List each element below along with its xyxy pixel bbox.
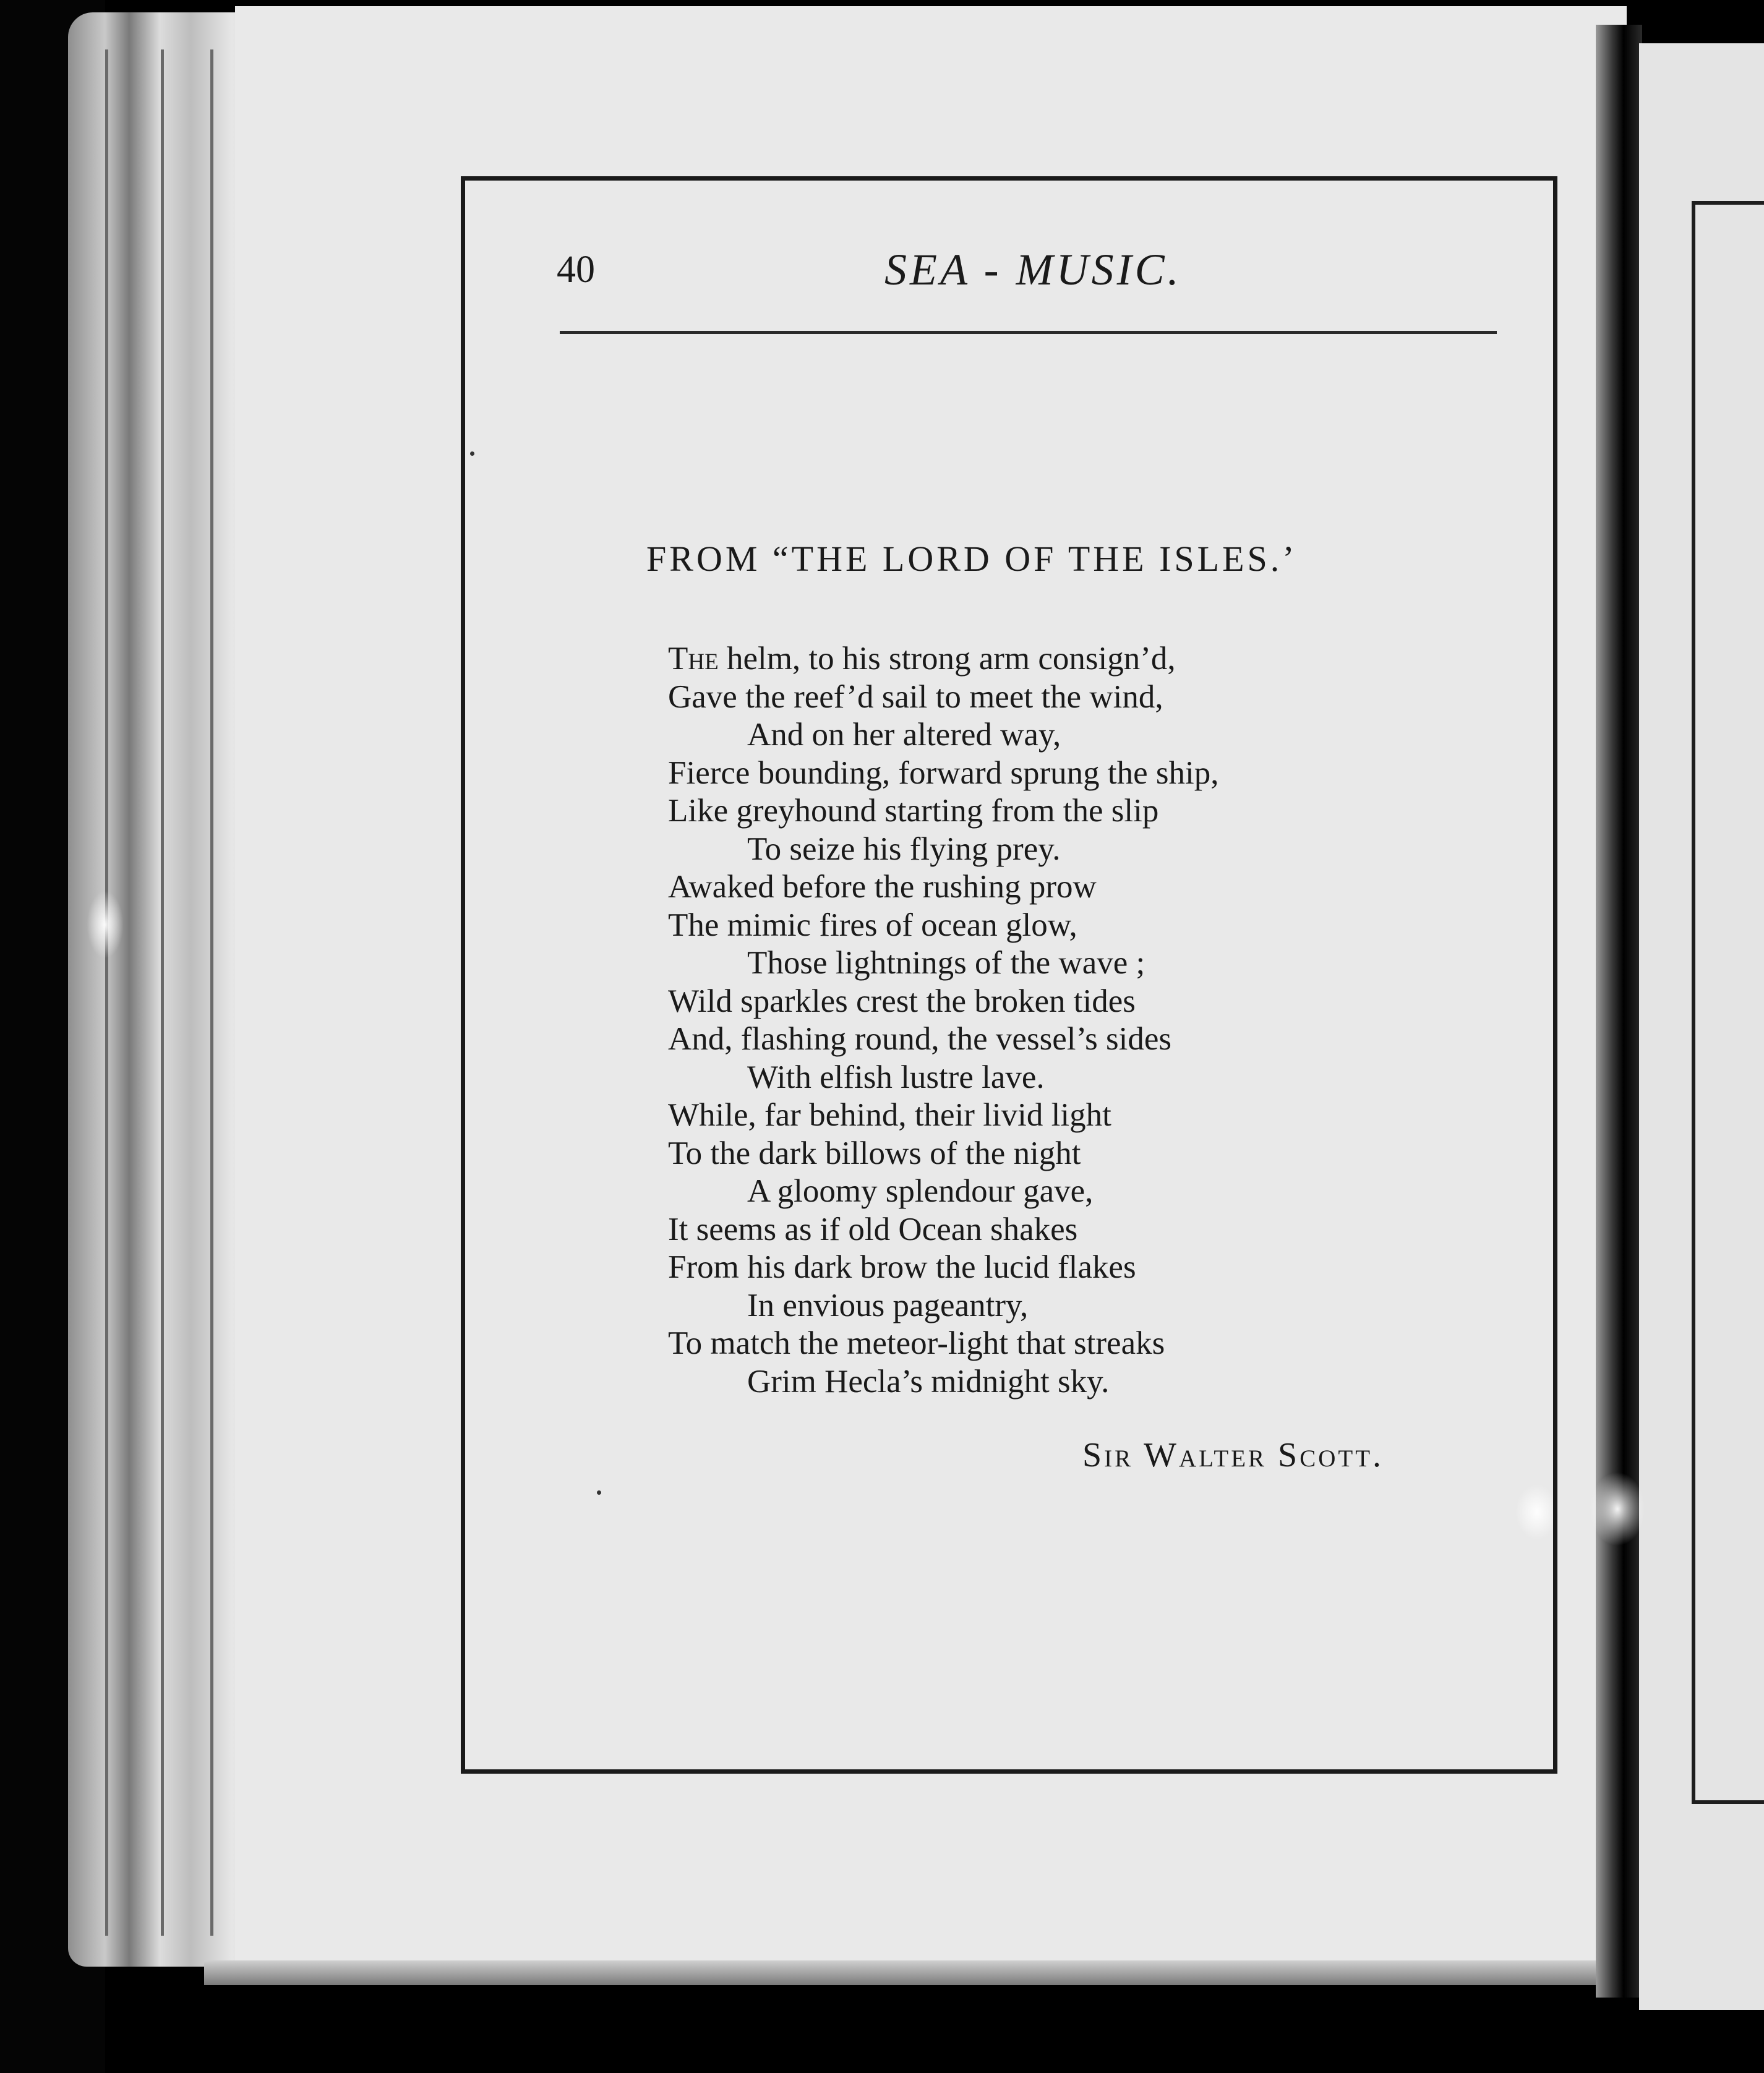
page-number: 40 [557,249,595,291]
running-head: SEA - MUSIC. [884,245,1182,294]
poem-line: The mimic fires of ocean glow, [668,907,1077,943]
poem-line: In envious pageantry, [747,1287,1029,1323]
poem-line: To match the meteor-light that streaks [668,1325,1165,1361]
poem-body [668,640,1484,1401]
page-edge-line [210,49,213,1936]
poem-line: To seize his flying prey. [747,831,1061,867]
poem-line: And on her altered way, [747,717,1061,753]
poem-line: Grim Hecla’s midnight sky. [747,1363,1110,1400]
facing-page-frame [1692,201,1764,1804]
poem-first-line-text: helm, to his strong arm consign’d, [718,641,1176,677]
poem-line: With elfish lustre lave. [747,1059,1045,1095]
print-speck [597,1490,601,1495]
poem-line: And, flashing round, the vessel’s sides [668,1021,1172,1057]
poem-line: To the dark billows of the night [668,1135,1081,1171]
poem-title: FROM “THE LORD OF THE ISLES.’ [646,539,1298,579]
poem-line: While, far behind, their livid light [668,1097,1111,1133]
poem-first-word: The [668,641,719,677]
page-bottom-shadow [204,1960,1602,1985]
poem-attribution: Sir Walter Scott. [1082,1436,1384,1474]
light-glare [87,891,124,959]
poem-line: A gloomy splendour gave, [747,1173,1094,1209]
poem-line: Gave the reef’d sail to meet the wind, [668,678,1163,715]
light-glare [1590,1472,1645,1546]
poem-line: From his dark brow the lucid flakes [668,1249,1136,1285]
page-edge-line [161,49,164,1936]
poem-line: Fierce bounding, forward sprung the ship, [668,754,1219,791]
poem-line: Awaked before the rushing prow [668,869,1097,905]
poem-line: It seems as if old Ocean shakes [668,1211,1078,1247]
header-rule [560,331,1497,334]
poem-line [668,640,1484,678]
book-gutter [1596,25,1642,1998]
poem-line: Those lightnings of the wave ; [747,945,1145,981]
page-edge-line [105,49,108,1936]
poem-line: Like greyhound starting from the slip [668,793,1159,829]
poem-line: Wild sparkles crest the broken tides [668,983,1136,1019]
print-speck [470,451,474,456]
